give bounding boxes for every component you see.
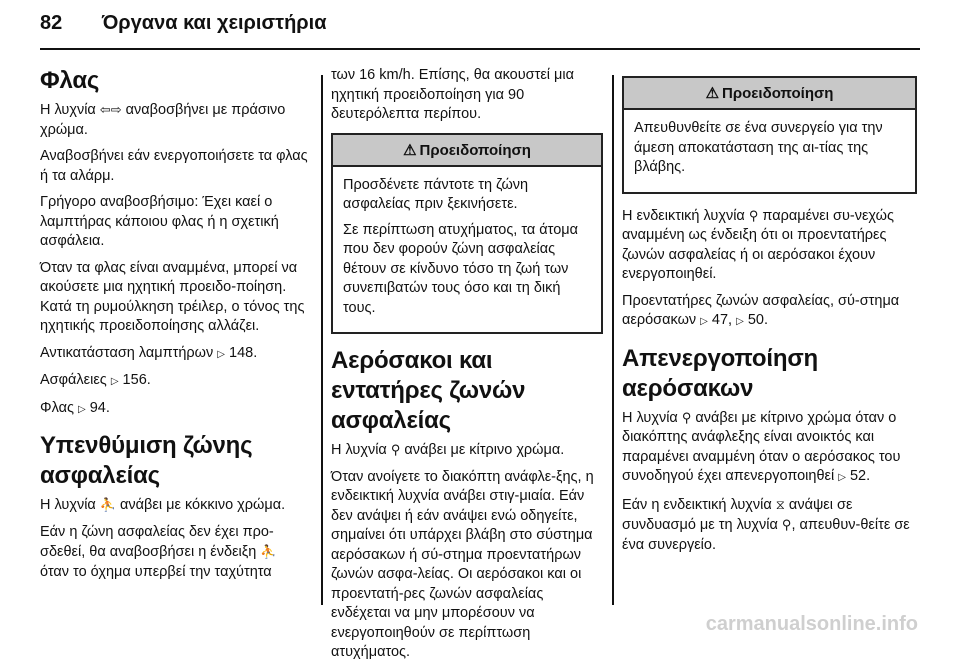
- page-number: 82: [40, 12, 63, 34]
- heading-airbags: Αερόσακοι και εντατήρες ζωνών ασφαλείας: [331, 347, 526, 434]
- paragraph: Η λυχνία ⇦⇨ αναβοσβήνει με πράσινο χρώμα.: [40, 102, 286, 138]
- warning-header: ⚠ Προειδοποίηση: [333, 135, 601, 167]
- chapter-title: Όργανα και χειριστήρια: [101, 12, 327, 34]
- paragraph: των 16 km/h. Επίσης, θα ακουστεί μια ηχητική προειδοποίηση για 90 δευτερόλεπτα περίπου.: [331, 67, 574, 122]
- column-3: [622, 66, 917, 562]
- arrow-icon: ▷: [838, 472, 846, 483]
- watermark: carmanualsonline.info: [705, 613, 918, 635]
- paragraph: Η λυχνία ⛹ ανάβει με κόκκινο χρώμα.: [40, 497, 286, 513]
- arrow-icon: ▷: [110, 376, 119, 387]
- warning-header: ⚠ Προειδοποίηση: [624, 78, 915, 110]
- warning-text: Προσδένετε πάντοτε τη ζώνη ασφαλείας πριν ξεκινήσετε.: [343, 176, 529, 212]
- cross-reference: Ασφάλειες ▷ 156.: [40, 371, 308, 392]
- paragraph: Η λυχνία ⚲ ανάβει με κίτρινο χρώμα.: [331, 442, 565, 458]
- page-header: [40, 12, 327, 35]
- arrow-icon: ▷: [700, 316, 708, 327]
- column-2: [331, 66, 603, 670]
- column-1: [40, 66, 308, 589]
- warning-box: [331, 133, 603, 335]
- column-divider: [612, 75, 614, 605]
- airbag-icon: ⚲: [748, 207, 759, 223]
- arrow-icon: ▷: [217, 348, 225, 360]
- warning-icon: ⚠: [705, 85, 720, 102]
- seatbelt-icon: ⛹: [260, 544, 277, 559]
- airbag-fault-icon: ⧖: [775, 496, 785, 512]
- paragraph: Όταν τα φλας είναι αναμμένα, μπορεί να ακούσετε μια ηχητική προειδο-ποίηση. Κατά τη ρυμούλκηση τρέιλερ, ο τόνος της ηχητικής προειδοποίησης αλλάζει.: [40, 259, 305, 334]
- arrow-icon: ▷: [736, 316, 744, 327]
- heading-airbag-deactivation: Απενεργοποίηση αερόσακων: [622, 344, 818, 402]
- warning-body: [624, 110, 915, 192]
- paragraph: Εάν η ζώνη ασφαλείας δεν έχει προ-σδεθεί, θα αναβοσβήσει η ένδειξη ⛹ όταν το όχημα υπερβεί την ταχύτητα: [40, 523, 277, 580]
- heading-turn-signal: Φλας: [40, 67, 100, 94]
- turn-signal-icon: ⇦⇨: [99, 102, 122, 117]
- paragraph: Αναβοσβήνει εάν ενεργοποιήσετε τα φλας ή τα αλάρμ.: [40, 148, 308, 184]
- cross-reference: Προεντατήρες ζωνών ασφαλείας, σύ-στημα αερόσακων ▷ 47, ▷ 50.: [622, 292, 917, 332]
- seatbelt-icon: ⛹: [99, 497, 117, 512]
- paragraph: Η ενδεικτική λυχνία ⚲ παραμένει συ-νεχώς αναμμένη ως ένδειξη ότι οι προεντατήρες ζωνών ασφαλείας ή οι αερόσακοι έχουν ενεργοποιηθεί.: [622, 207, 894, 282]
- header-rule: [40, 48, 920, 50]
- arrow-icon: ▷: [78, 403, 86, 415]
- airbag-off-icon: ⚲: [681, 409, 692, 425]
- warning-body: [333, 167, 601, 333]
- warning-text: Σε περίπτωση ατυχήματος, τα άτομα που δεν φορούν ζώνη ασφαλείας θέτουν σε κίνδυνο τόσο τη ζωή των συνεπιβατών τους όσο και τη δική τους.: [343, 221, 579, 316]
- warning-icon: ⚠: [403, 141, 417, 159]
- paragraph: Η λυχνία ⚲ ανάβει με κίτρινο χρώμα όταν ο διακόπτης ανάφλεξης είναι ανοικτός και παραμένει αναμμένη όταν ο αερόσακος του συνοδηγού έχει απενεργοποιηθεί ▷ 52.: [622, 408, 917, 488]
- airbag-icon: ⚲: [781, 517, 792, 532]
- cross-reference: Φλας ▷ 94.: [40, 399, 308, 420]
- cross-reference: Αντικατάσταση λαμπτήρων ▷ 148.: [40, 344, 308, 365]
- paragraph: Γρήγορο αναβοσβήσιμο: Έχει καεί ο λαμπτήρας κάποιου φλας ή η σχετική ασφάλεια.: [40, 194, 279, 249]
- warning-text: Απευθυνθείτε σε ένα συνεργείο για την άμεση αποκατάσταση της αι-τίας της βλάβης.: [634, 120, 883, 175]
- warning-box: [622, 76, 917, 194]
- heading-seatbelt-reminder: Υπενθύμιση ζώνης ασφαλείας: [40, 432, 253, 489]
- column-divider: [321, 75, 323, 605]
- airbag-icon: ⚲: [390, 442, 401, 457]
- paragraph: Όταν ανοίγετε το διακόπτη ανάφλε-ξης, η ενδεικτική λυχνία ανάβει στιγ-μιαία. Εάν δεν ανάψει ή εάν ανάψει ενώ οδηγείτε, σημαίνει ότι υπάρχει βλάβη στο σύστημα αερόσακων ή σύ-στημα προεντατήρων ζωνών ασφα-λείας. Οι αερόσακοι και οι προεντατή-ρες ζωνών ασφαλείας ενδέχεται να μην μπορέσουν να ενεργοποιηθούν σε περίπτωση ατυχήματος.: [331, 468, 594, 660]
- paragraph: Εάν η ενδεικτική λυχνία ⧖ ανάψει σε συνδυασμό με τη λυχνία ⚲, απευθυν-θείτε σε ένα συνεργείο.: [622, 496, 910, 553]
